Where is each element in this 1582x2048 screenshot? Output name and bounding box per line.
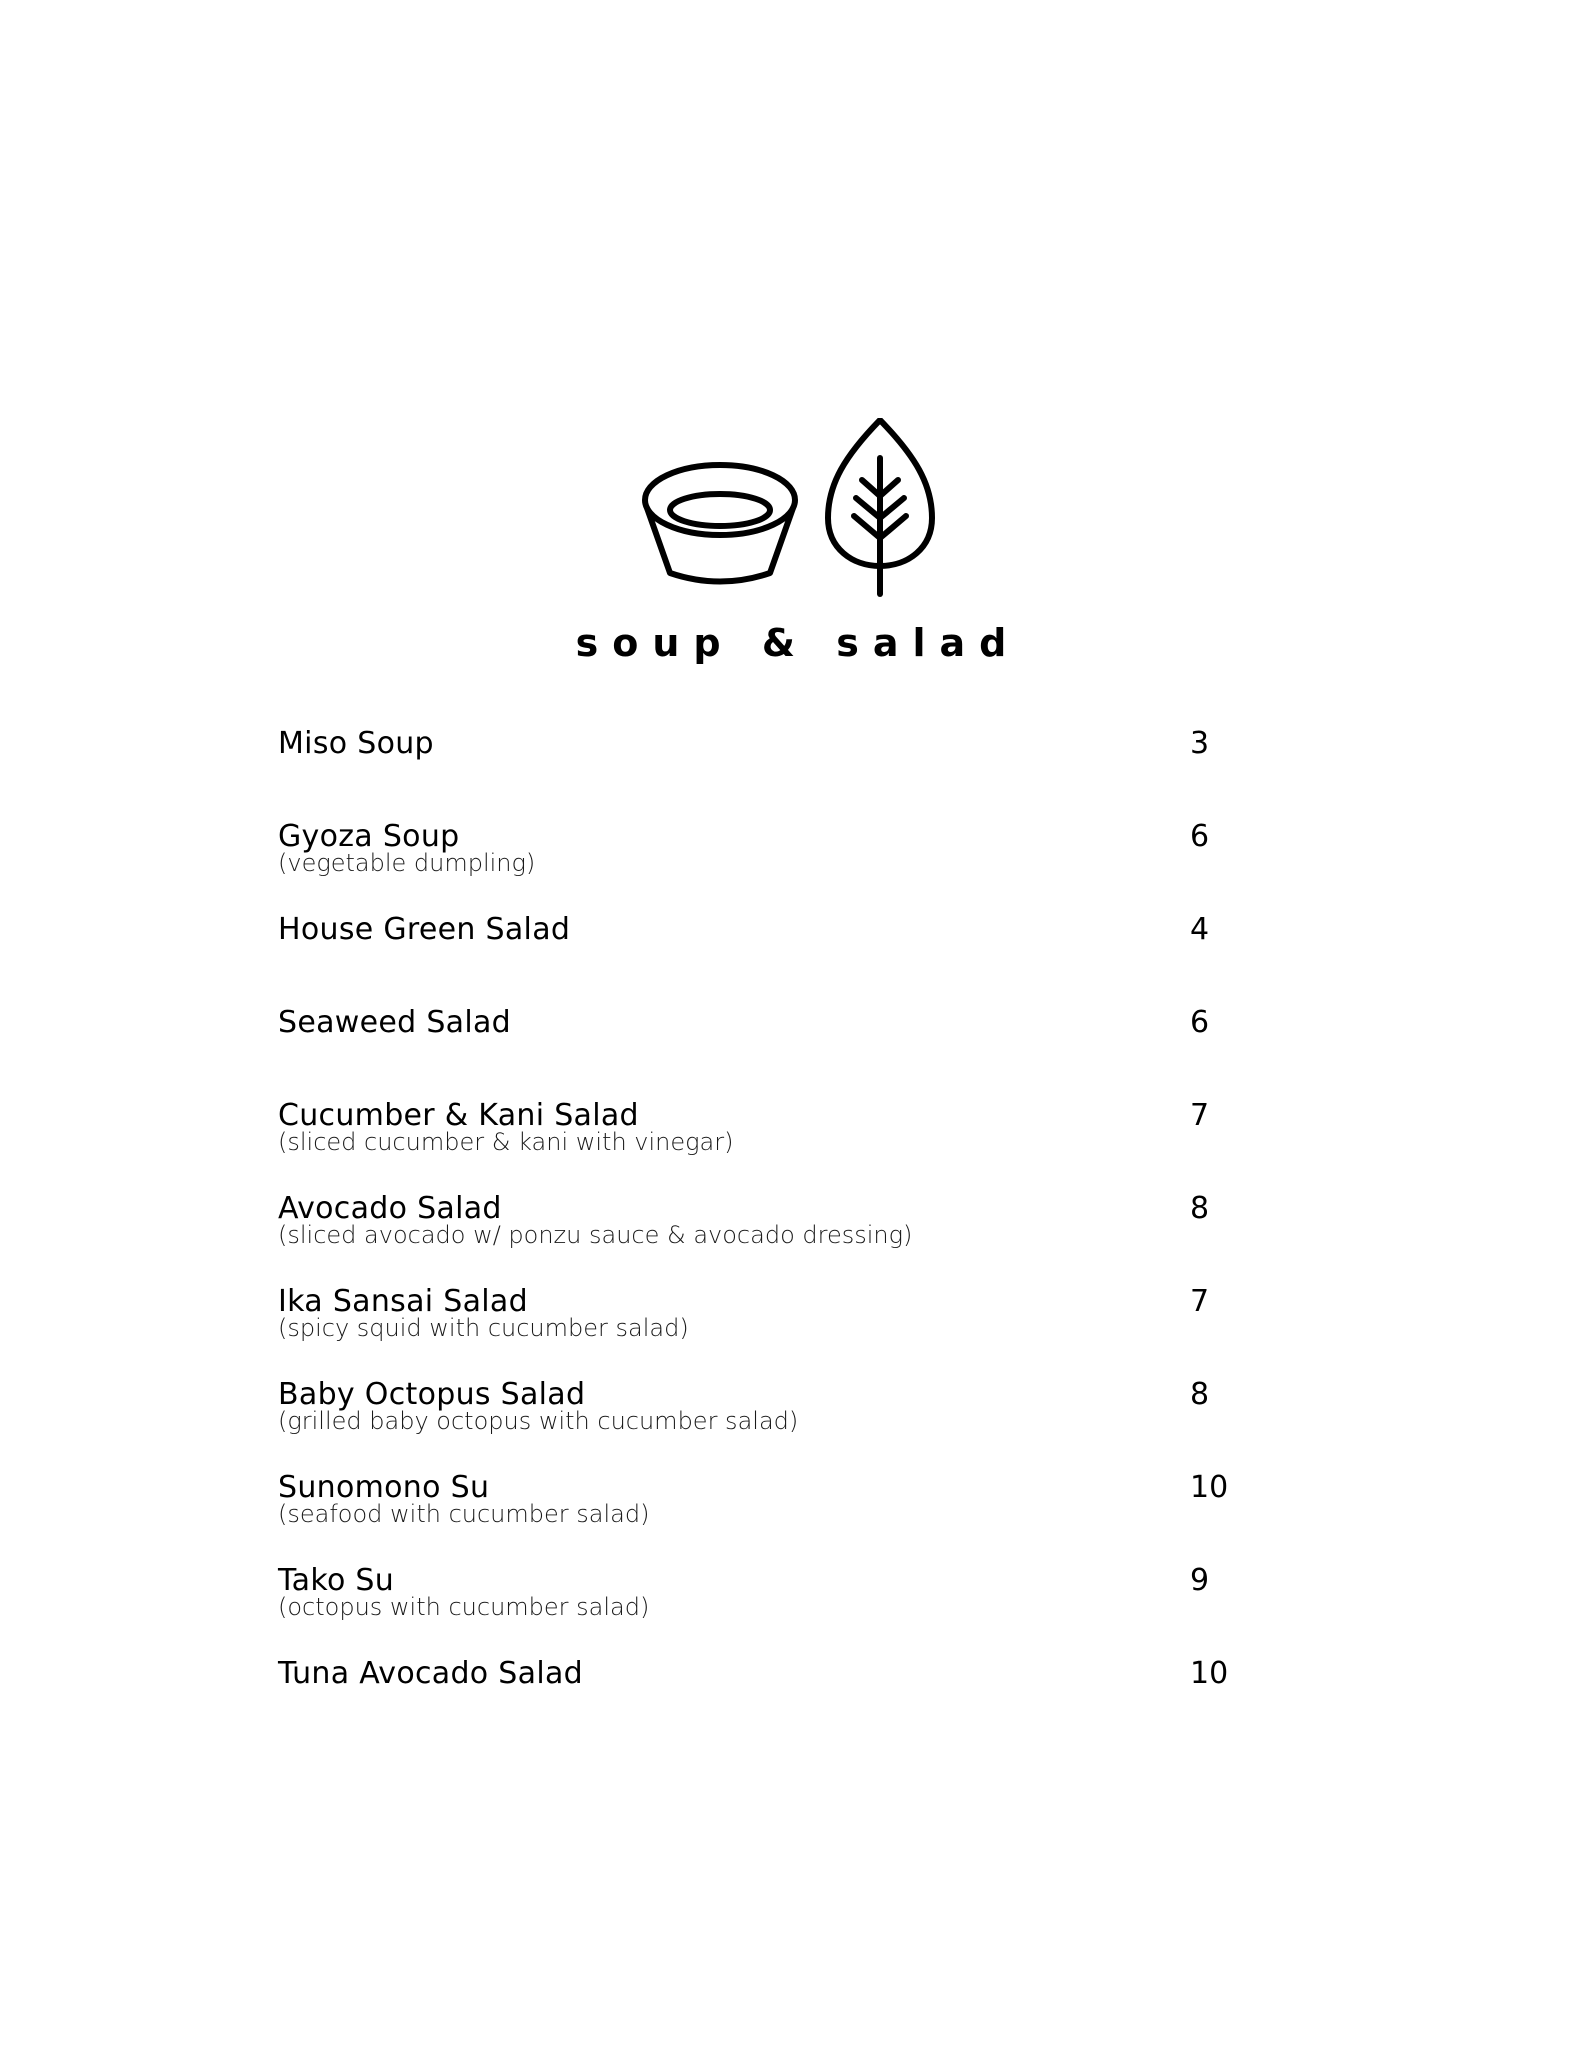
menu-item-name: Baby Octopus Salad (278, 1377, 586, 1412)
menu-item-description: (spicy squid with cucumber salad) (278, 1314, 689, 1342)
menu-item (278, 1276, 1238, 1369)
menu-list (278, 718, 1238, 1741)
menu-item-price: 6 (1190, 819, 1210, 854)
bowl-icon (645, 465, 795, 582)
menu-item-price: 3 (1190, 726, 1210, 761)
menu-item (278, 904, 1238, 997)
menu-item (278, 1369, 1238, 1462)
section-icons-svg (640, 418, 940, 598)
menu-item-name: Miso Soup (278, 726, 434, 761)
menu-item-name: Cucumber & Kani Salad (278, 1098, 639, 1133)
menu-item-name: Tuna Avocado Salad (278, 1656, 583, 1691)
menu-item-name: Tako Su (278, 1563, 395, 1598)
menu-item (278, 1648, 1238, 1741)
menu-item-description: (octopus with cucumber salad) (278, 1593, 650, 1621)
menu-item-price: 7 (1190, 1098, 1210, 1133)
menu-item-price: 4 (1190, 912, 1210, 947)
menu-item-price: 7 (1190, 1284, 1210, 1319)
menu-item-name: Gyoza Soup (278, 819, 460, 854)
menu-item-description: (seafood with cucumber salad) (278, 1500, 650, 1528)
menu-item (278, 811, 1238, 904)
menu-item (278, 1090, 1238, 1183)
menu-item-description: (sliced cucumber & kani with vinegar) (278, 1128, 734, 1156)
menu-item (278, 718, 1238, 811)
menu-item (278, 1462, 1238, 1555)
menu-item-name: Sunomono Su (278, 1470, 490, 1505)
leaf-icon (828, 420, 932, 594)
menu-item-name: Seaweed Salad (278, 1005, 512, 1040)
menu-item (278, 997, 1238, 1090)
menu-item-price: 6 (1190, 1005, 1210, 1040)
menu-item-price: 8 (1190, 1191, 1210, 1226)
menu-item (278, 1183, 1238, 1276)
menu-item-price: 10 (1190, 1470, 1229, 1505)
menu-item-name: House Green Salad (278, 912, 571, 947)
menu-item (278, 1555, 1238, 1648)
section-title: soup & salad (575, 621, 1021, 665)
menu-item-price: 9 (1190, 1563, 1210, 1598)
menu-item-name: Avocado Salad (278, 1191, 502, 1226)
section-icons (640, 418, 940, 598)
menu-item-description: (sliced avocado w/ ponzu sauce & avocado dressing) (278, 1221, 913, 1249)
menu-item-description: (grilled baby octopus with cucumber salad) (278, 1407, 799, 1435)
menu-item-price: 10 (1190, 1656, 1229, 1691)
menu-item-description: (vegetable dumpling) (278, 849, 536, 877)
menu-item-name: Ika Sansai Salad (278, 1284, 528, 1319)
menu-item-price: 8 (1190, 1377, 1210, 1412)
